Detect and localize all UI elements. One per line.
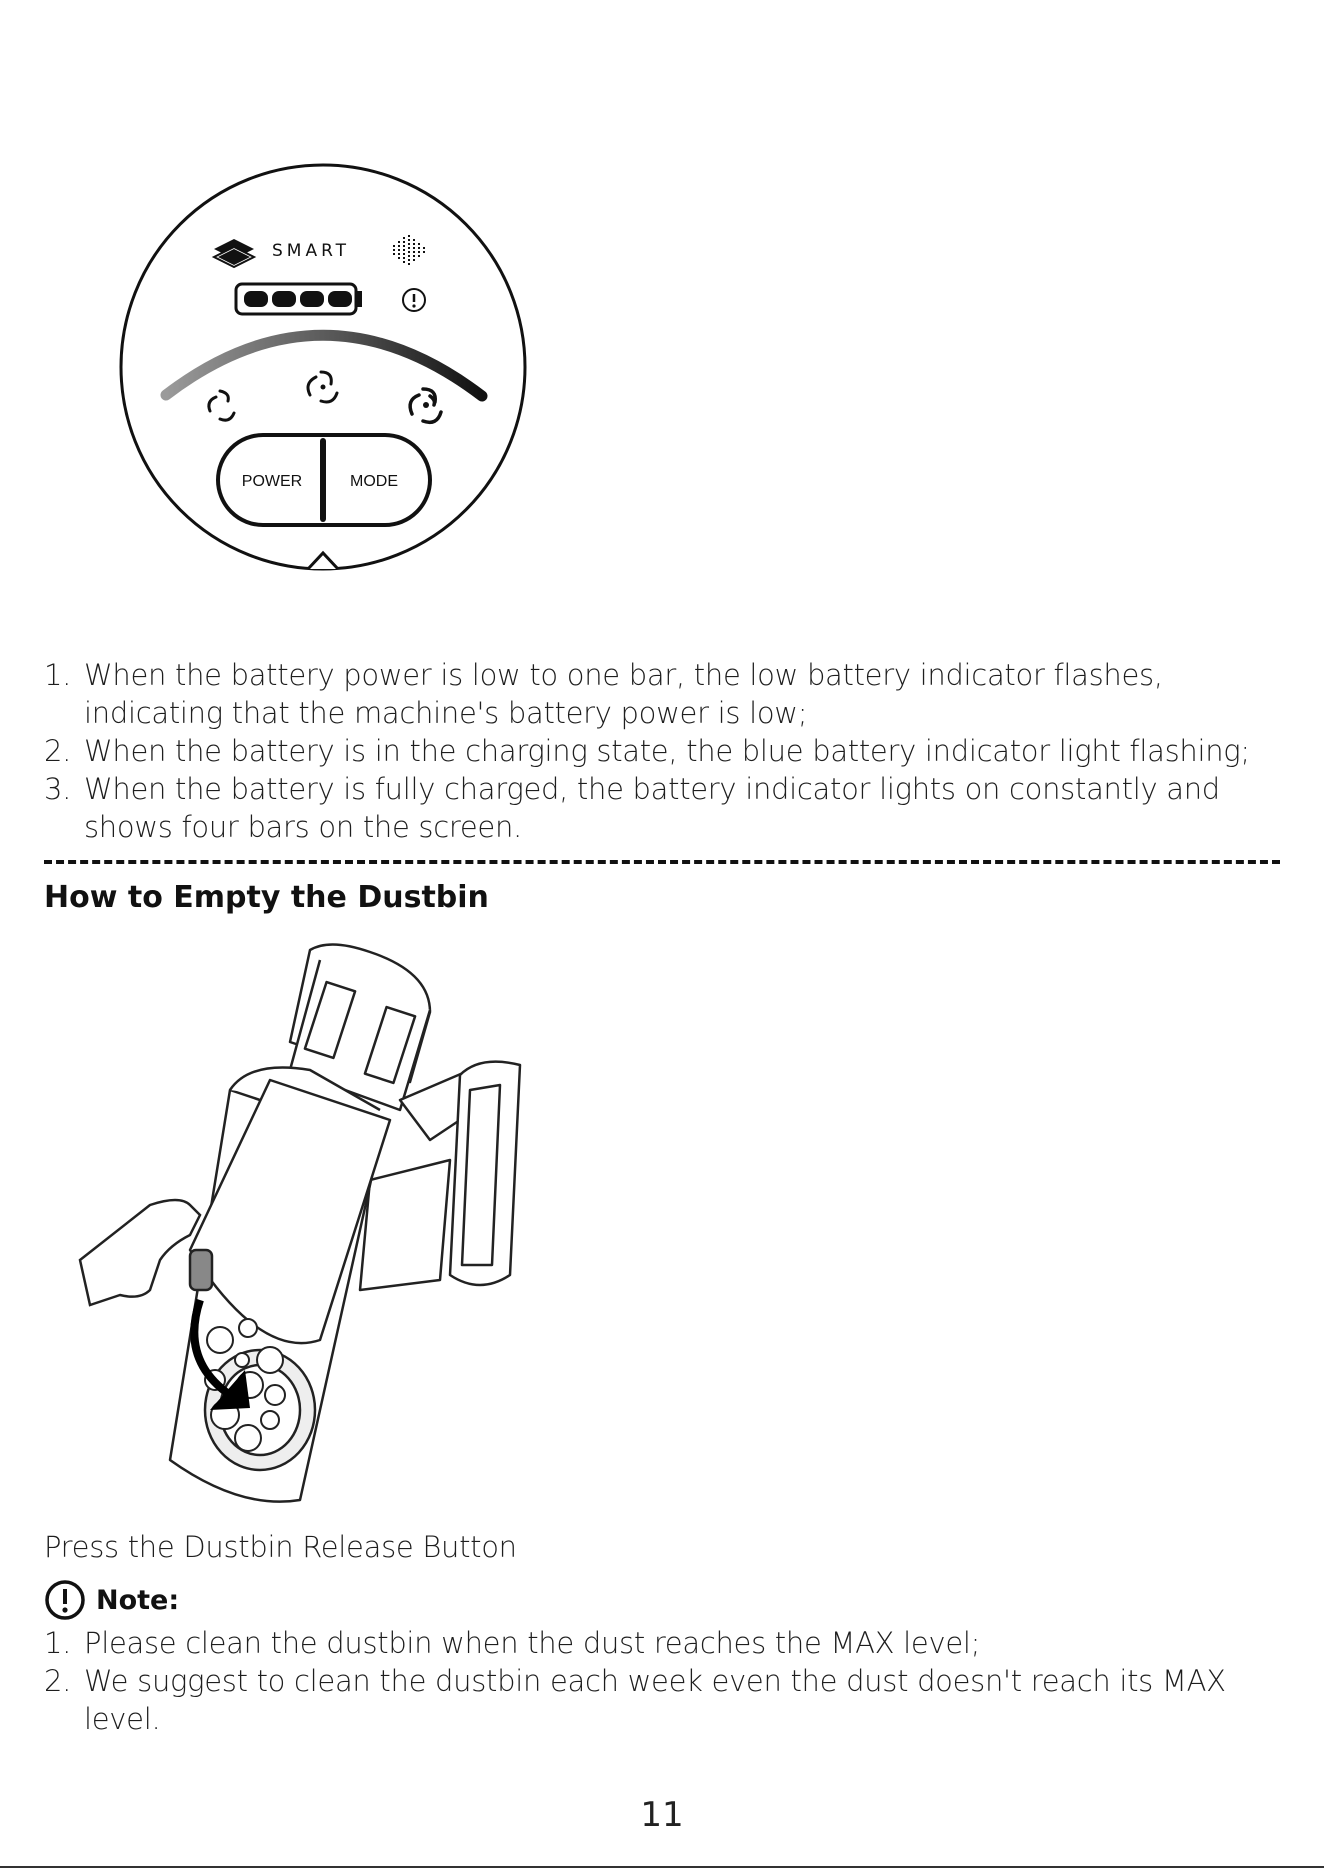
section-title: How to Empty the Dustbin — [44, 880, 489, 915]
power-button[interactable]: POWER — [241, 473, 303, 490]
list-item-number: 1. — [44, 1626, 72, 1660]
dashed-divider — [44, 860, 1280, 864]
note-header — [44, 1578, 179, 1622]
list-item — [44, 732, 1294, 770]
mode-button[interactable]: MODE — [350, 473, 398, 490]
battery-notes-list — [44, 656, 1294, 846]
list-item-text: We suggest to clean the dustbin each week even the dust doesn't reach its MAX level. — [84, 1664, 1226, 1736]
brand-text: SMART — [272, 241, 351, 261]
list-item — [44, 1624, 1294, 1662]
hand-illustration — [80, 1200, 200, 1305]
list-item-number: 2. — [44, 734, 72, 768]
warning-icon — [44, 1579, 86, 1621]
list-item — [44, 770, 1294, 846]
dustbin-notes-list — [44, 1624, 1294, 1738]
list-item-text: When the battery power is low to one bar, the low battery indicator flashes, indicating that the machine's battery power is low; — [84, 658, 1163, 730]
control-panel-illustration — [110, 155, 540, 575]
list-item-number: 3. — [44, 772, 72, 806]
list-item — [44, 1662, 1294, 1738]
illustration-caption: Press the Dustbin Release Button — [44, 1530, 517, 1564]
list-item — [44, 656, 1294, 732]
list-item-text: Please clean the dustbin when the dust reaches the MAX level; — [84, 1626, 981, 1660]
page-number: 11 — [640, 1795, 684, 1835]
list-item-text: When the battery is in the charging state, the blue battery indicator light flashing; — [84, 734, 1250, 768]
vacuum-dustbin-illustration — [70, 940, 570, 1510]
list-item-text: When the battery is fully charged, the battery indicator lights on constantly and shows four bars on the screen. — [84, 772, 1220, 844]
list-item-number: 2. — [44, 1664, 72, 1698]
battery-icon — [236, 284, 362, 314]
list-item-number: 1. — [44, 658, 72, 692]
note-label: Note: — [96, 1584, 180, 1616]
warning-icon — [403, 289, 425, 311]
bottom-rule — [0, 1866, 1324, 1868]
